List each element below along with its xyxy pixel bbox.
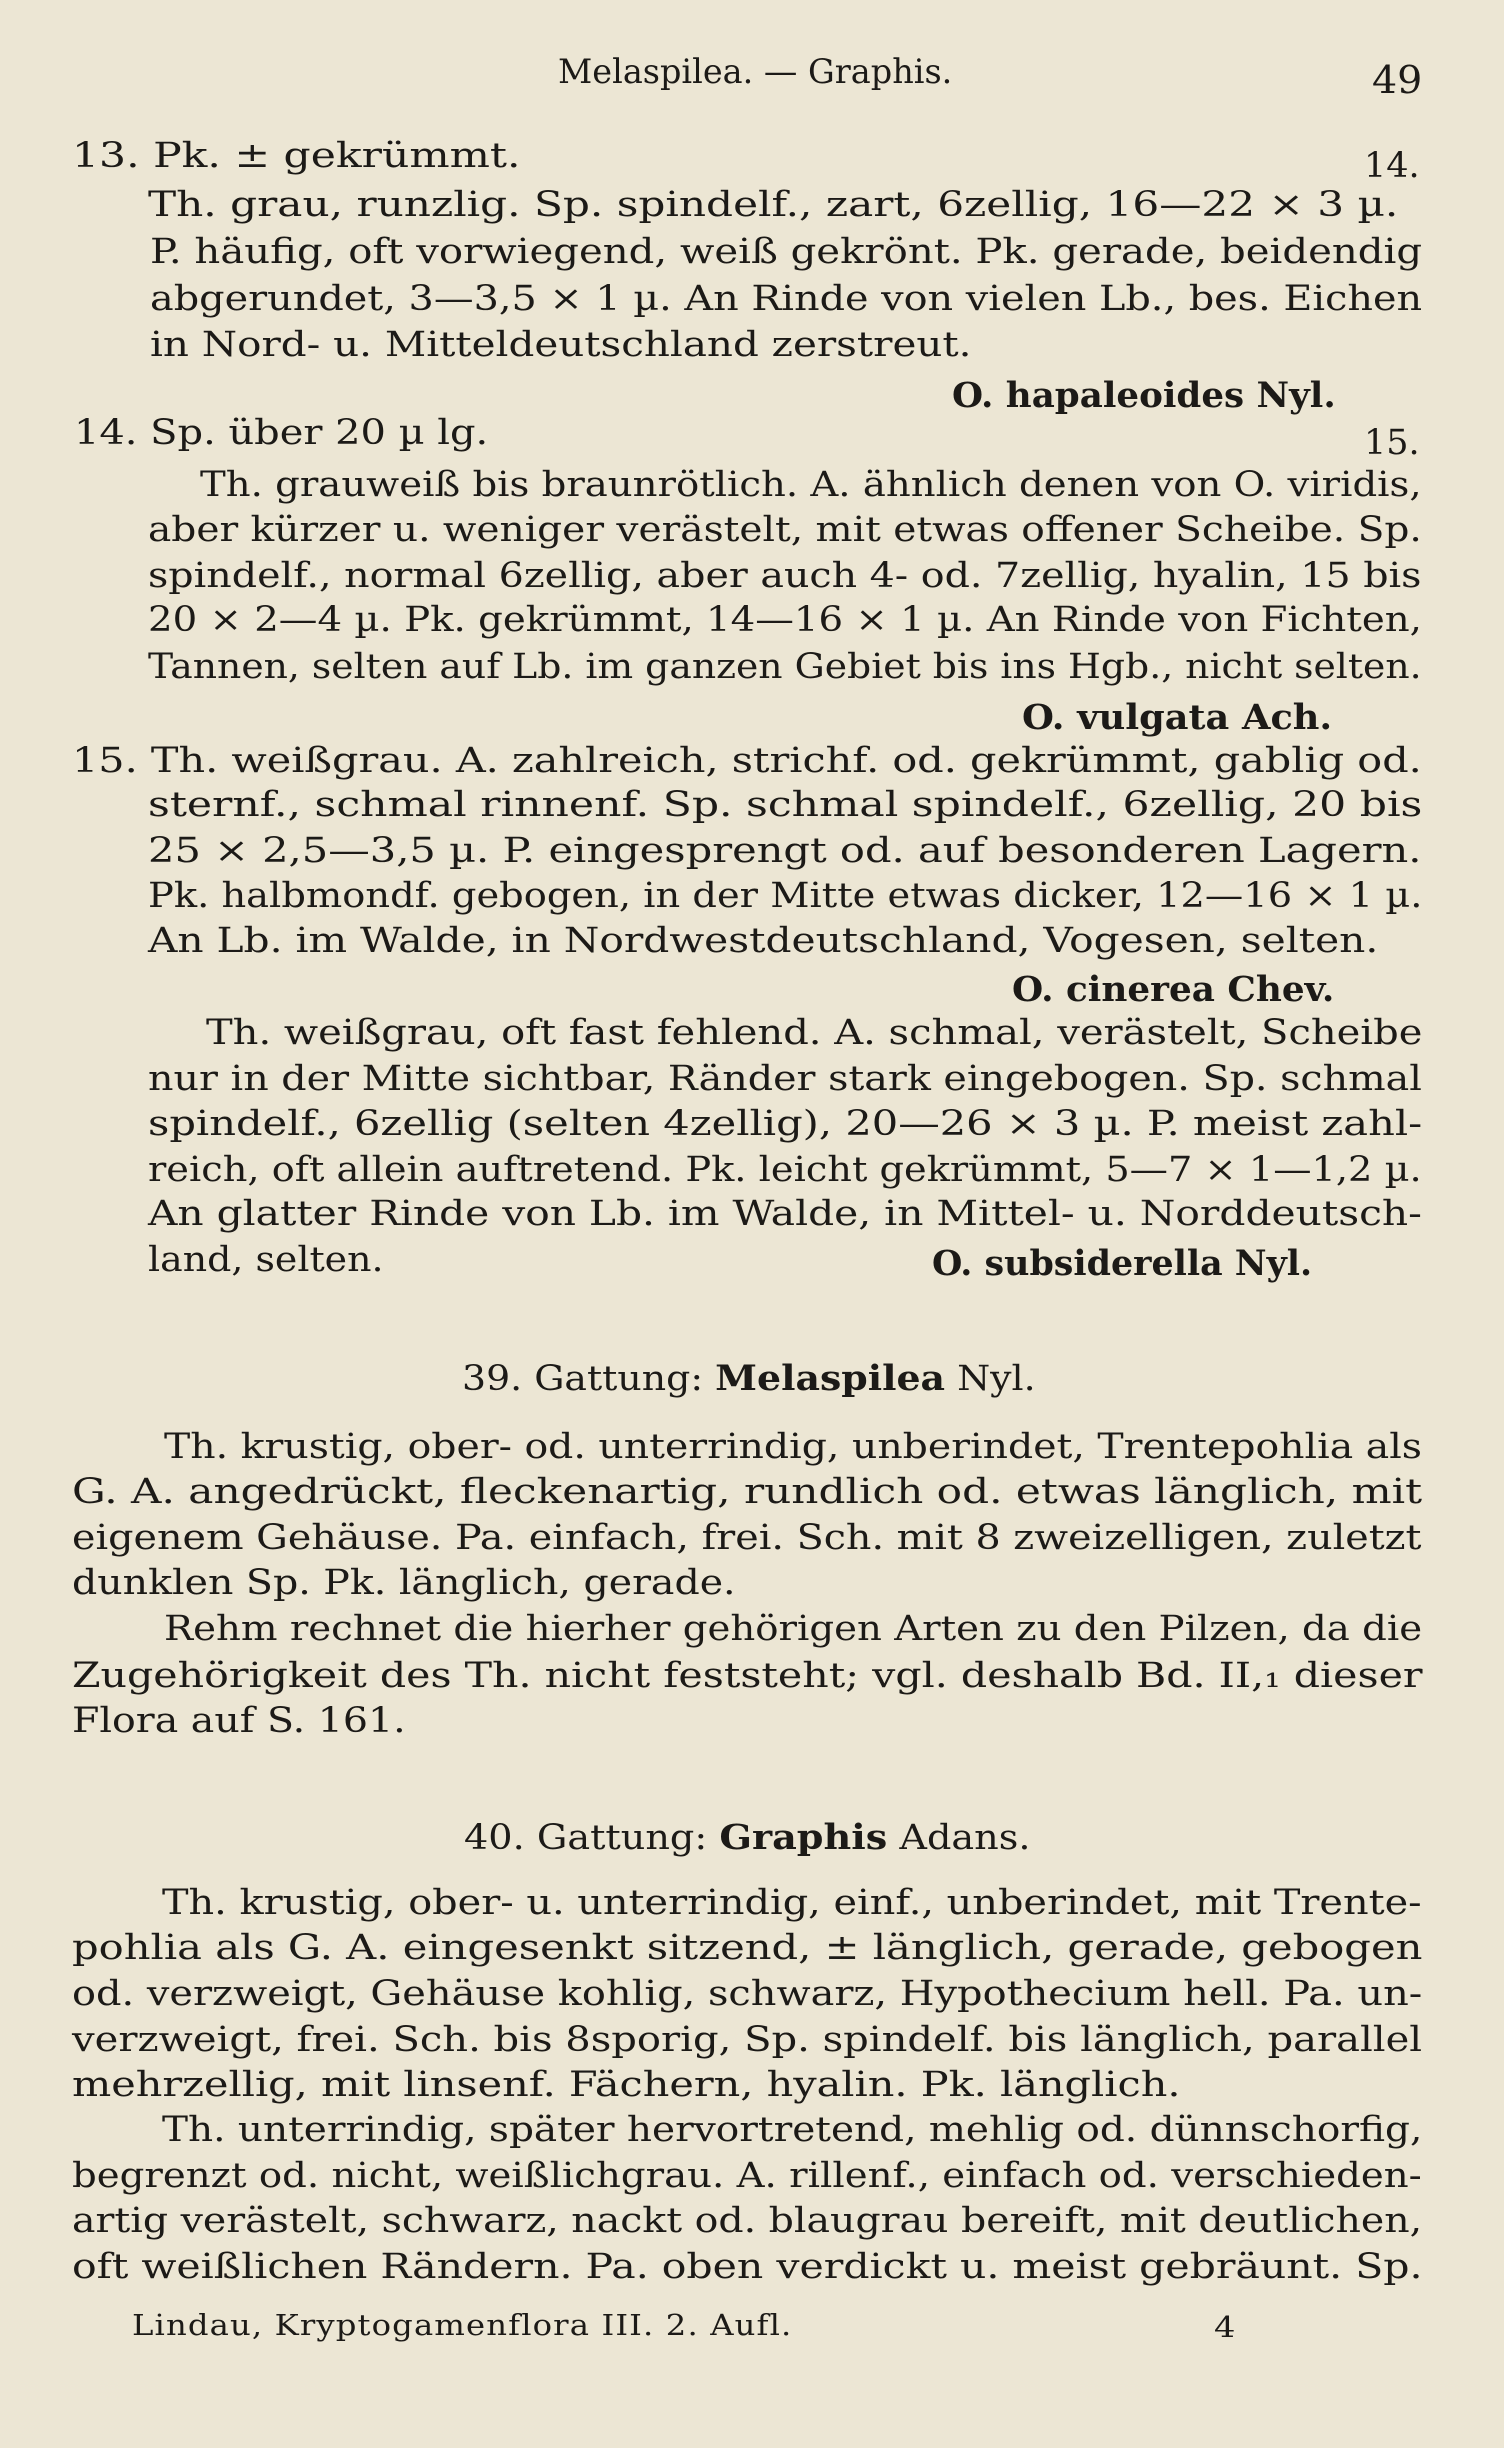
- text-line: An glatter Rinde von Lb. im Walde, in Mittel- u. Norddeutsch-: [148, 1194, 1422, 1234]
- text-line: Flora auf S. 161.: [72, 1701, 406, 1741]
- species-name: O. subsiderella Nyl.: [932, 1243, 1313, 1284]
- text-line: Th. krustig, ober- u. unterrindig, einf., unberindet, mit Trente-: [162, 1883, 1422, 1923]
- text-line: dunklen Sp. Pk. länglich, gerade.: [72, 1563, 736, 1603]
- text-line: mehrzellig, mit linsenf. Fächern, hyalin. Pk. länglich.: [72, 2065, 1181, 2105]
- text-line: land, selten.: [148, 1240, 384, 1280]
- running-header: Melaspilea. — Graphis.: [558, 52, 953, 92]
- text-line: eigenem Gehäuse. Pa. einfach, frei. Sch. mit 8 zweizelligen, zuletzt: [72, 1518, 1422, 1558]
- text-line: oft weißlichen Rändern. Pa. oben verdickt u. meist gebräunt. Sp.: [72, 2247, 1423, 2287]
- genus-name: Graphis: [719, 1817, 888, 1858]
- text-line: reich, oft allein auftretend. Pk. leicht gekrümmt, 5—7 × 1—1,2 µ.: [148, 1150, 1422, 1190]
- sheet-number: 4: [1214, 2310, 1237, 2344]
- text-line: spindelf., 6zellig (selten 4zellig), 20—26 × 3 µ. P. meist zahl-: [148, 1104, 1423, 1144]
- text-line: Th. weißgrau, oft fast fehlend. A. schmal, verästelt, Scheibe: [206, 1013, 1423, 1053]
- genus-author: Adans.: [887, 1818, 1031, 1858]
- text-line: Th. grauweiß bis braunrötlich. A. ähnlich denen von O. viridis,: [200, 465, 1422, 505]
- text-line: Th. unterrindig, später hervortretend, mehlig od. dünnschorfig,: [162, 2110, 1423, 2150]
- text-line: Zugehörigkeit des Th. nicht feststeht; vgl. deshalb Bd. II,₁ dieser: [72, 1656, 1423, 1696]
- genus-author: Nyl.: [945, 1359, 1036, 1399]
- key-line-14: 14. Sp. über 20 µ lg.: [74, 413, 489, 453]
- genus-heading-melaspilea: [462, 1357, 1036, 1401]
- text-line: 25 × 2,5—3,5 µ. P. eingesprengt od. auf besonderen Lagern.: [148, 831, 1422, 871]
- page-number: 49: [1372, 58, 1423, 102]
- key-line-15: 15. Th. weißgrau. A. zahlreich, strichf. od. gekrümmt, gablig od.: [72, 741, 1422, 781]
- key-lead-ref-14: 14.: [1364, 146, 1420, 186]
- text-line: Pk. halbmondf. gebogen, in der Mitte etwas dicker, 12—16 × 1 µ.: [148, 876, 1423, 916]
- text-line: Th. krustig, ober- od. unterrindig, unberindet, Trentepohlia als: [164, 1427, 1423, 1467]
- genus-heading-graphis: [464, 1816, 1030, 1860]
- text-line: in Nord- u. Mitteldeutschland zerstreut.: [150, 325, 972, 365]
- species-name: O. hapaleoides Nyl.: [952, 375, 1336, 416]
- text-line: Th. grau, runzlig. Sp. spindelf., zart, 6zellig, 16—22 × 3 µ.: [148, 185, 1399, 225]
- genus-heading-prefix: 39. Gattung:: [462, 1359, 716, 1399]
- species-name: O. cinerea Chev.: [1012, 969, 1335, 1010]
- species-name: O. vulgata Ach.: [1022, 697, 1333, 738]
- genus-heading-prefix: 40. Gattung:: [464, 1818, 720, 1858]
- key-lead-ref-15: 15.: [1364, 423, 1420, 463]
- text-line: od. verzweigt, Gehäuse kohlig, schwarz, Hypothecium hell. Pa. un-: [72, 1974, 1423, 2014]
- text-line: An Lb. im Walde, in Nordwestdeutschland, Vogesen, selten.: [148, 921, 1379, 961]
- text-line: abgerundet, 3—3,5 × 1 µ. An Rinde von vielen Lb., bes. Eichen: [150, 279, 1423, 319]
- footer-signature: Lindau, Kryptogamenflora III. 2. Aufl.: [132, 2308, 793, 2342]
- text-line: pohlia als G. A. eingesenkt sitzend, ± länglich, gerade, gebogen: [72, 1928, 1423, 1968]
- key-line-13: 13. Pk. ± gekrümmt.: [72, 136, 521, 176]
- text-line: Tannen, selten auf Lb. im ganzen Gebiet bis ins Hgb., nicht selten.: [148, 647, 1422, 687]
- text-line: G. A. angedrückt, fleckenartig, rundlich od. etwas länglich, mit: [72, 1472, 1423, 1512]
- text-line: nur in der Mitte sichtbar, Ränder stark eingebogen. Sp. schmal: [148, 1059, 1422, 1099]
- text-line: spindelf., normal 6zellig, aber auch 4- od. 7zellig, hyalin, 15 bis: [148, 556, 1422, 596]
- text-line: artig verästelt, schwarz, nackt od. blaugrau bereift, mit deutlichen,: [72, 2201, 1423, 2241]
- genus-name: Melaspilea: [715, 1358, 946, 1399]
- text-line: 20 × 2—4 µ. Pk. gekrümmt, 14—16 × 1 µ. An Rinde von Fichten,: [148, 600, 1422, 640]
- text-line: verzweigt, frei. Sch. bis 8sporig, Sp. spindelf. bis länglich, parallel: [72, 2020, 1423, 2060]
- text-line: P. häufig, oft vorwiegend, weiß gekrönt. Pk. gerade, beidendig: [150, 232, 1423, 272]
- text-line: sternf., schmal rinnenf. Sp. schmal spindelf., 6zellig, 20 bis: [148, 785, 1423, 825]
- text-line: aber kürzer u. weniger verästelt, mit etwas offener Scheibe. Sp.: [148, 510, 1422, 550]
- text-line: Rehm rechnet die hierher gehörigen Arten zu den Pilzen, da die: [164, 1609, 1423, 1649]
- text-line: begrenzt od. nicht, weißlichgrau. A. rillenf., einfach od. verschieden-: [72, 2156, 1422, 2196]
